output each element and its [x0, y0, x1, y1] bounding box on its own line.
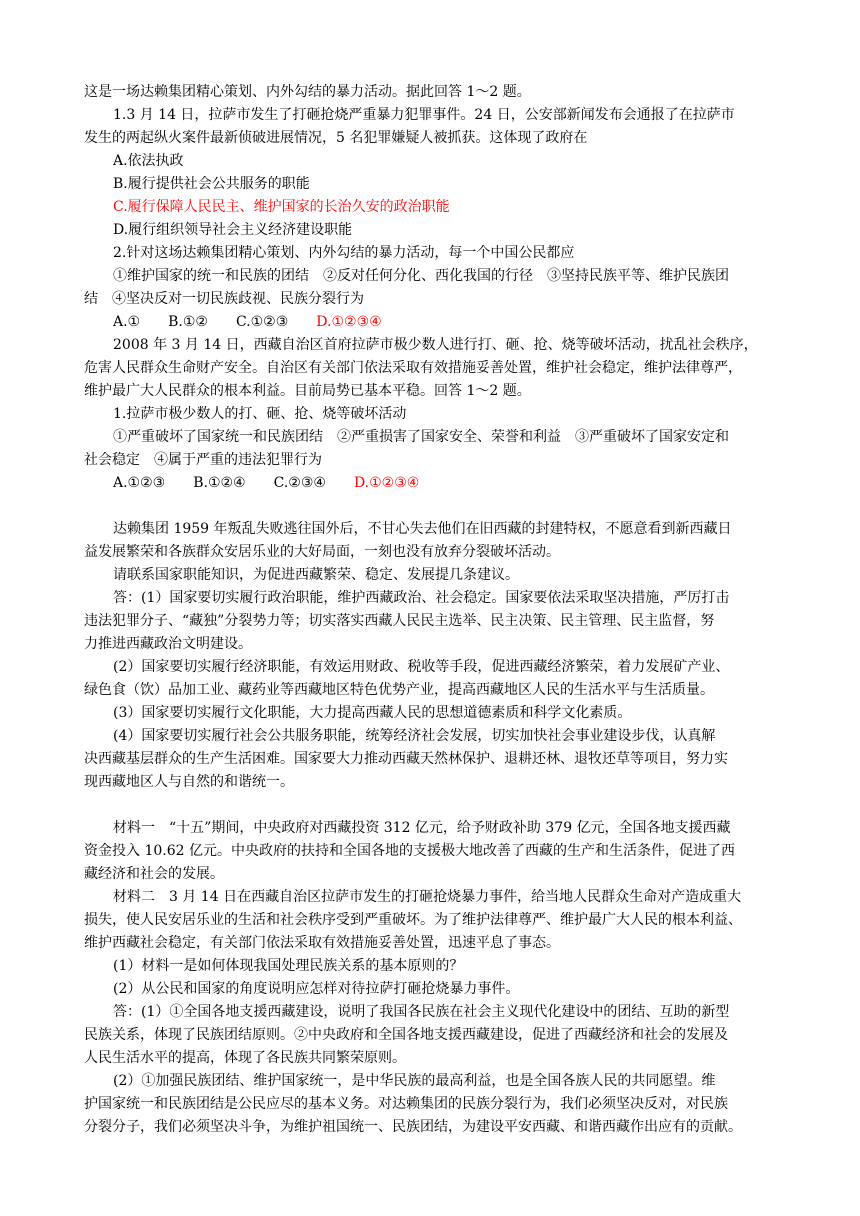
material-2-line: 损失，使人民安居乐业的生活和社会秩序受到严重破坏。为了维护法律尊严、维护最广大人民的根本利益、 — [84, 912, 742, 928]
passage-line: 益发展繁荣和各族群众安居乐业的大好局面，一刻也没有放弃分裂破坏活动。 — [84, 544, 560, 560]
answer-line: 答：(1）①全国各地支援西藏建设，说明了我国各民族在社会主义现代化建设中的团结、互助的新型 — [113, 1004, 730, 1020]
question-2: (2）从公民和国家的角度说明应怎样对待拉萨打砸抢烧暴力事件。 — [113, 981, 520, 997]
material-2-line: 材料二 3 月 14 日在西藏自治区拉萨市发生的打砸抢烧暴力事件，给当地人民群众生命对产造成重大 — [113, 889, 742, 905]
question-1: (1）材料一是如何体现我国处理民族关系的基本原则的？ — [113, 958, 464, 974]
question-1-stem: 1.拉萨市极少数人的打、砸、抢、烧等破坏活动 — [113, 406, 407, 422]
option-c-answer: C.履行保障人民民主、维护国家的长治久安的政治职能 — [113, 199, 450, 215]
answer-line: 违法犯罪分子、“藏独”分裂势力等；切实落实西藏人民民主选举、民主决策、民主管理、民主监督，努 — [84, 613, 715, 629]
answer-line: 护国家统一和民族团结是公民应尽的基本义务。对达赖集团的民族分裂行为，我们必须坚决反对，对民族 — [84, 1096, 728, 1112]
option-d-answer: D.①②③④ — [316, 314, 382, 330]
material-1-line: 资金投入 10.62 亿元。中央政府的扶持和全国各地的支援极大地改善了西藏的生产和生活条件，促进了西 — [84, 843, 735, 859]
passage-line: 危害人民群众生命财产安全。自治区有关部门依法采取有效措施妥善处置，维护社会稳定，维护法律尊严， — [84, 360, 742, 376]
option-c: C.①②③ — [235, 314, 289, 330]
question-prompt: 请联系国家职能知识，为促进西藏繁荣、稳定、发展提几条建议。 — [113, 567, 519, 583]
question-1-options — [113, 472, 813, 495]
material-2-line: 维护西藏社会稳定，有关部门依法采取有效措施妥善处置，迅速平息了事态。 — [84, 935, 560, 951]
answer-line: (2）①加强民族团结、维护国家统一，是中华民族的最高利益，也是全国各族人民的共同愿望。维 — [113, 1073, 716, 1089]
question-1-items: ①严重破坏了国家统一和民族团结 ②严重损害了国家安全、荣誉和利益 ③严重破坏了国家安定和 — [113, 429, 729, 445]
answer-line: 分裂分子，我们必须坚决斗争，为维护祖国统一、民族团结，为建设平安西藏、和谐西藏作出应有的贡献。 — [84, 1119, 742, 1135]
passage-line: 2008 年 3 月 14 日，西藏自治区首府拉萨市极少数人进行打、砸、抢、烧等破坏活动，扰乱社会秩序， — [113, 337, 758, 353]
passage-line: 达赖集团 1959 年叛乱失败逃往国外后，不甘心失去他们在旧西藏的封建特权，不愿意看到新西藏日 — [113, 521, 732, 537]
question-2-items-cont: 结 ④坚决反对一切民族歧视、民族分裂行为 — [84, 291, 364, 307]
option-a: A.① — [113, 314, 141, 330]
material-1-line: 藏经济和社会的发展。 — [84, 866, 224, 882]
answer-line: (3）国家要切实履行文化职能，大力提高西藏人民的思想道德素质和科学文化素质。 — [113, 705, 632, 721]
answer-line: (4）国家要切实履行社会公共服务职能，统筹经济社会发展，切实加快社会事业建设步伐，认真解 — [113, 728, 716, 744]
answer-line: 人民生活水平的提高，体现了各民族共同繁荣原则。 — [84, 1050, 406, 1066]
option-b: B.①②④ — [193, 475, 246, 491]
answer-line: (2）国家要切实履行经济职能，有效运用财政、税收等手段，促进西藏经济繁荣，着力发展矿产业、 — [113, 659, 730, 675]
intro-line: 这是一场达赖集团精心策划、内外勾结的暴力活动。据此回答 1～2 题。 — [84, 84, 531, 100]
option-a: A.①②③ — [113, 475, 166, 491]
question-2-stem: 2.针对这场达赖集团精心策划、内外勾结的暴力活动，每一个中国公民都应 — [113, 245, 575, 261]
passage-line: 维护最广大人民群众的根本利益。目前局势已基本平稳。回答 1～2 题。 — [84, 383, 531, 399]
answer-line: 民族关系，体现了民族团结原则。②中央政府和全国各地支援西藏建设，促进了西藏经济和社会的发展及 — [84, 1027, 728, 1043]
option-d-answer: D.①②③④ — [353, 475, 420, 491]
option-b: B.①② — [168, 314, 208, 330]
option-b: B.履行提供社会公共服务的职能 — [113, 176, 310, 192]
answer-line: 现西藏地区人与自然的和谐统一。 — [84, 774, 294, 790]
material-1-line: 材料一 “十五”期间，中央政府对西藏投资 312 亿元，给予财政补助 379 亿元，全国各地支援西藏 — [113, 820, 731, 836]
option-a: A.依法执政 — [113, 153, 184, 169]
question-1-stem-cont: 发生的两起纵火案件最新侦破进展情况，5 名犯罪嫌疑人被抓获。这体现了政府在 — [84, 130, 588, 146]
question-1-stem: 1.3 月 14 日，拉萨市发生了打砸抢烧严重暴力犯罪事件。24 日，公安部新闻发布会通报了在拉萨市 — [113, 107, 735, 123]
answer-line: 绿色食（饮）品加工业、藏药业等西藏地区特色优势产业，提高西藏地区人民的生活水平与生活质量。 — [84, 682, 714, 698]
option-d: D.履行组织领导社会主义经济建设职能 — [113, 222, 353, 238]
answer-line: 答：(1）国家要切实履行政治职能，维护西藏政治、社会稳定。国家要依法采取坚决措施，严厉打击 — [113, 590, 730, 606]
answer-line: 决西藏基层群众的生产生活困难。国家要大力推动西藏天然林保护、退耕还林、退牧还草等项目，努力实 — [84, 751, 728, 767]
question-2-options — [113, 311, 813, 334]
question-2-items: ①维护国家的统一和民族的团结 ②反对任何分化、西化我国的行径 ③坚持民族平等、维护民族团 — [113, 268, 729, 284]
question-1-items-cont: 社会稳定 ④属于严重的违法犯罪行为 — [84, 452, 322, 468]
option-c: C.②③④ — [273, 475, 326, 491]
answer-line: 力推进西藏政治文明建设。 — [84, 636, 252, 652]
